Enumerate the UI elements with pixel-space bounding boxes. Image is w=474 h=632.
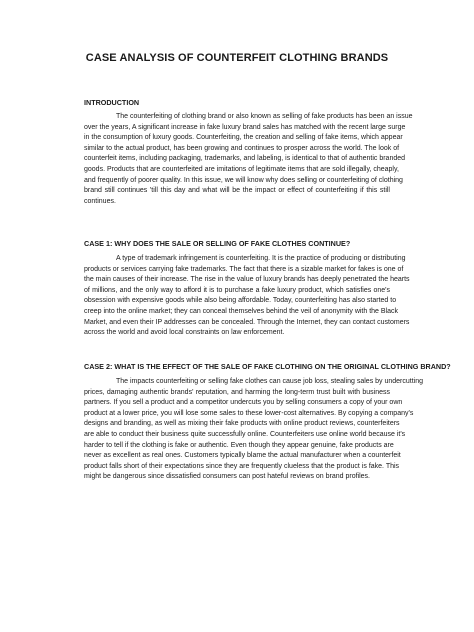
section-heading-case-1: CASE 1: WHY DOES THE SALE OR SELLING OF FAKE CLOTHES CONTINUE? — [84, 239, 351, 248]
body-line: prices, damaging authentic brands' reputation, and harming the long-term trust built with business — [84, 388, 390, 396]
body-line: of millions, and the only way to afford it is to purchase a fake luxury product, which satisfies one's — [84, 286, 390, 294]
body-line: continues. — [84, 197, 116, 205]
body-line: might be dangerous since dissatisfied consumers can post hateful reviews on brand profiles. — [84, 473, 370, 481]
body-line: harder to tell if the clothing is fake or authentic. Even though they appear genuine, fake products are — [84, 441, 394, 449]
body-line: products or services carrying fake trademarks. The fact that there is a sizable market for fakes is one of — [84, 265, 404, 273]
body-line: Market, and even their IP addresses can be concealed. Through the Internet, they can contact customers — [84, 318, 410, 326]
body-line: similar to the actual product, has been growing and continues to prosper across the world. The look of — [84, 144, 400, 152]
body-line: product at a lower price, you will lose some sales to these lower-cost alternatives. By copying a company's — [84, 409, 414, 417]
body-line: creep into the online market; they can conceal themselves behind the veil of anonymity with the Black — [84, 307, 399, 315]
body-line: partners. If you sell a product and a competitor undercuts you by selling consumers a copy of your own — [84, 399, 403, 407]
document-title: CASE ANALYSIS OF COUNTERFEIT CLOTHING BRANDS — [85, 52, 389, 64]
body-line: product falls short of their expectations since they are frequently clueless that the product is fake. This — [84, 462, 400, 470]
body-line: designs and branding, as well as mixing their fake products with online product reviews, counterfeiters — [84, 420, 400, 428]
body-line: goods. Products that are counterfeited are imitations of legitimate items that are sold illegally, cheaply, — [84, 165, 399, 173]
body-line: obsession with expensive goods while also being affordable. Today, counterfeiting has also started to — [84, 297, 397, 305]
body-line: over the years, A significant increase in fake luxury brand sales has matched with the recent large surge — [84, 123, 406, 131]
body-line: brand still continues 'till this day and what will be the impact or effect of counterfeiting if this still — [84, 187, 390, 195]
section-body-case-2 — [84, 377, 424, 483]
body-line: the main causes of their increase. The rise in the value of luxury brands has deeply penetrated the hearts — [84, 276, 410, 284]
body-line: never as excellent as real ones. Customers typically blame the actual manufacturer when a counterfeit — [84, 452, 401, 460]
body-line: and frequently of poorer quality. In this issue, we will know why does selling or counterfeiting of clothing — [84, 176, 403, 184]
body-line: are able to conduct their business quite successfully online. Counterfeiters use online world because it's — [84, 430, 406, 438]
body-line: A type of trademark infringement is counterfeiting. It is the practice of producing or distributing — [116, 255, 406, 262]
body-line: The counterfeiting of clothing brand or also known as selling of fake products has been an issue — [116, 113, 413, 120]
section-body-case-1 — [84, 254, 410, 339]
body-line: counterfeit items, including packaging, trademarks, and labeling, is identical to that of authentic branded — [84, 155, 406, 163]
section-heading-introduction: INTRODUCTION — [84, 98, 140, 107]
body-line: in the consumption of luxury goods. Counterfeiting, the creation and selling of fake items, which appear — [84, 134, 403, 142]
section-heading-case-2: CASE 2: WHAT IS THE EFFECT OF THE SALE OF FAKE CLOTHING ON THE ORIGINAL CLOTHING BRAND? — [84, 362, 451, 371]
section-body-introduction — [84, 112, 413, 207]
body-line: across the world and avoid local constraints on law enforcement. — [84, 329, 285, 337]
body-line: The impacts counterfeiting or selling fake clothes can cause job loss, stealing sales by undercutting — [116, 378, 424, 385]
